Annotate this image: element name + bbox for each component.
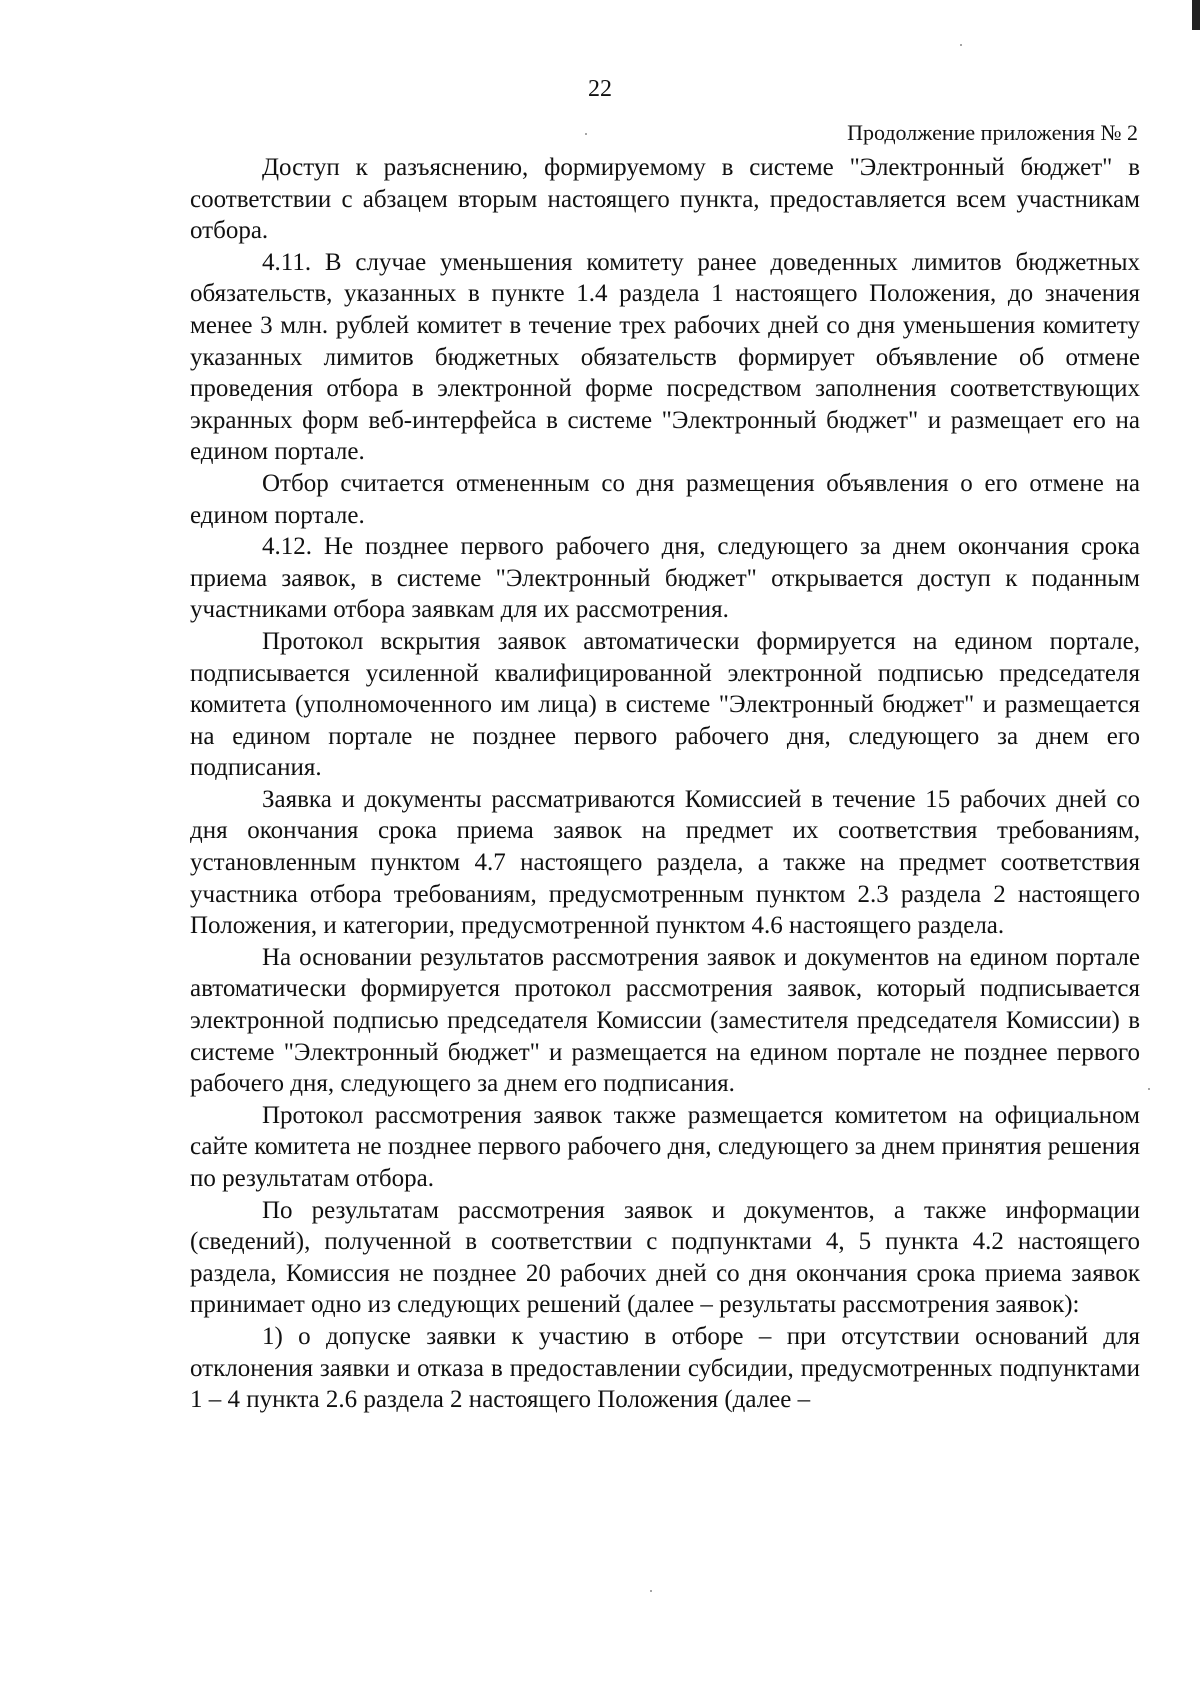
document-body: [190, 152, 1140, 1416]
page-number: 22: [588, 76, 612, 102]
paragraph: Отбор считается отмененным со дня размещения объявления о его отмене на едином портале.: [190, 469, 1140, 529]
scan-speck: [650, 1590, 652, 1592]
paragraph: Протокол вскрытия заявок автоматически формируется на едином портале, подписывается усиленной квалифицированной электронной подписью председателя комитета (уполномоченного им лица) в системе "Электронный бюджет" и размещается на едином портале не позднее первого рабочего дня, следующего за днем его подписания.: [190, 627, 1140, 782]
paragraph: Заявка и документы рассматриваются Комиссией в течение 15 рабочих дней со дня окончания срока приема заявок на предмет их соответствия требованиям, установленным пунктом 4.7 настоящего раздела, а также на предмет соответствия участника отбора требованиям, предусмотренным пунктом 2.3 раздела 2 настоящего Положения, и категории, предусмотренной пунктом 4.6 настоящего раздела.: [190, 785, 1140, 940]
paragraph: 4.12. Не позднее первого рабочего дня, следующего за днем окончания срока приема заявок, в системе "Электронный бюджет" открывается доступ к поданным участниками отбора заявкам для их рассмотрения.: [190, 533, 1140, 624]
paragraph: По результатам рассмотрения заявок и документов, а также информации (сведений), полученной в соответствии с подпунктами 4, 5 пункта 4.2 настоящего раздела, Комиссия не позднее 20 рабочих дней со дня окончания срока приема заявок принимает одно из следующих решений (далее – результаты рассмотрения заявок):: [190, 1196, 1140, 1319]
scan-speck: [585, 133, 587, 135]
paragraph: На основании результатов рассмотрения заявок и документов на едином портале автоматически формируется протокол рассмотрения заявок, который подписывается электронной подписью председателя Комиссии (заместителя председателя Комиссии) в системе "Электронный бюджет" и размещается на едином портале не позднее первого рабочего дня, следующего за днем его подписания.: [190, 943, 1140, 1098]
paragraph: 1) о допуске заявки к участию в отборе – при отсутствии оснований для отклонения заявки и отказа в предоставлении субсидии, предусмотренных подпунктами 1 – 4 пункта 2.6 раздела 2 настоящего Положения (далее –: [190, 1322, 1140, 1414]
paragraph: Протокол рассмотрения заявок также размещается комитетом на официальном сайте комитета не позднее первого рабочего дня, следующего за днем принятия решения по результатам отбора.: [190, 1101, 1140, 1192]
scan-speck: [960, 44, 962, 46]
appendix-continuation-label: Продолжение приложения № 2: [847, 120, 1138, 145]
paragraph: Доступ к разъяснению, формируемому в системе "Электронный бюджет" в соответствии с абзацем вторым настоящего пункта, предоставляется всем участникам отбора.: [190, 154, 1140, 245]
paragraph: 4.11. В случае уменьшения комитету ранее доведенных лимитов бюджетных обязательств, указанных в пункте 1.4 раздела 1 настоящего Положения, до значения менее 3 млн. рублей комитет в течение трех рабочих дней со дня уменьшения комитету указанных лимитов бюджетных обязательств формирует объявление об отмене проведения отбора в электронной форме посредством заполнения соответствующих экранных форм веб-интерфейса в системе "Электронный бюджет" и размещает его на едином портале.: [190, 248, 1140, 466]
scan-speck: [1148, 1088, 1150, 1090]
scan-edge-mark: [1192, 0, 1200, 30]
